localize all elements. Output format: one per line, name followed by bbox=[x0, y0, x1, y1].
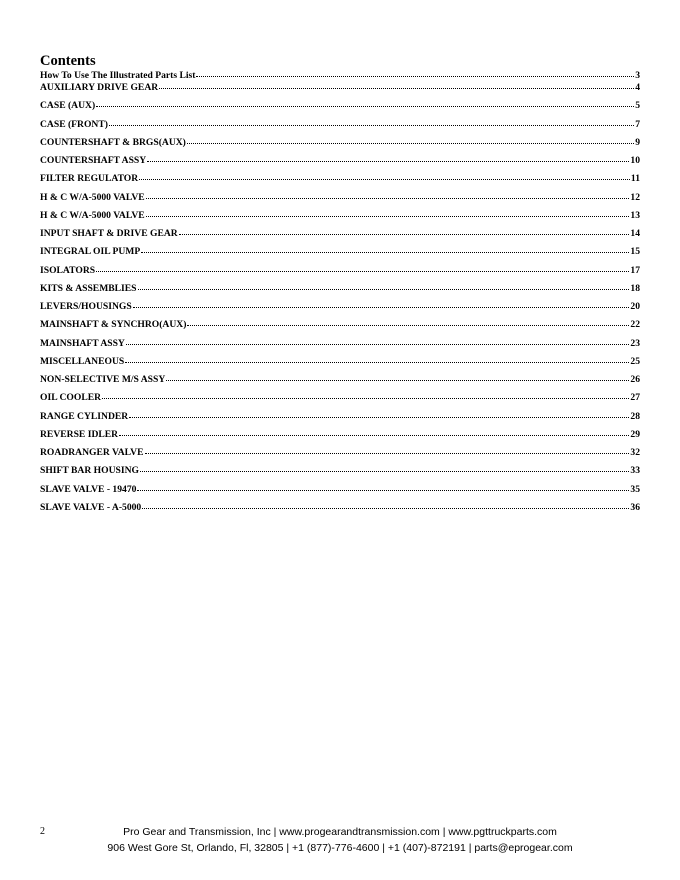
toc-entry[interactable] bbox=[40, 429, 640, 447]
toc-dot-leader bbox=[187, 325, 629, 326]
toc-entry[interactable] bbox=[40, 392, 640, 410]
toc-dot-leader bbox=[129, 417, 629, 418]
toc-entry-label: How To Use The Illustrated Parts List bbox=[40, 70, 196, 81]
toc-entry-label: SLAVE VALVE - 19470 bbox=[40, 483, 137, 495]
toc-entry-label: MAINSHAFT & SYNCHRO(AUX) bbox=[40, 319, 187, 331]
toc-entry-page: 3 bbox=[635, 70, 640, 81]
toc-entry[interactable] bbox=[40, 374, 640, 392]
toc-entry-page: 12 bbox=[630, 191, 640, 203]
toc-entry-page: 9 bbox=[635, 136, 640, 148]
toc-entry-label: COUNTERSHAFT & BRGS(AUX) bbox=[40, 136, 186, 148]
toc-entry[interactable] bbox=[40, 447, 640, 465]
toc-entry[interactable] bbox=[40, 210, 640, 228]
footer-address-line: 906 West Gore St, Orlando, Fl, 32805 | +1 (877)-776-4600 | +1 (407)-872191 | parts@eprogear.com bbox=[107, 842, 573, 854]
toc-dot-leader bbox=[196, 76, 634, 77]
toc-entry[interactable] bbox=[40, 411, 640, 429]
toc-entry[interactable] bbox=[40, 192, 640, 210]
toc-entry-label: INTEGRAL OIL PUMP bbox=[40, 246, 141, 258]
toc-entry[interactable] bbox=[40, 484, 640, 502]
toc-entry-label: COUNTERSHAFT ASSY bbox=[40, 155, 147, 166]
toc-entry[interactable] bbox=[40, 155, 640, 173]
toc-entry-page: 11 bbox=[630, 173, 640, 185]
toc-entry-page: 14 bbox=[630, 228, 640, 239]
toc-dot-leader bbox=[137, 490, 629, 491]
toc-entry-label: H & C W/A-5000 VALVE bbox=[40, 191, 145, 203]
toc-entry[interactable] bbox=[40, 100, 640, 118]
toc-dot-leader bbox=[146, 198, 630, 199]
toc-entry-page: 15 bbox=[630, 246, 640, 258]
toc-dot-leader bbox=[147, 161, 629, 162]
toc-entry-label: RANGE CYLINDER bbox=[40, 410, 129, 422]
toc-dot-leader bbox=[187, 143, 634, 144]
toc-entry-label: REVERSE IDLER bbox=[40, 428, 119, 440]
toc-dot-leader bbox=[159, 88, 634, 89]
toc-entry-page: 18 bbox=[630, 282, 640, 294]
toc-dot-leader bbox=[166, 380, 629, 381]
toc-dot-leader bbox=[140, 471, 629, 472]
toc-entry-label: OIL COOLER bbox=[40, 392, 102, 404]
toc-dot-leader bbox=[179, 234, 630, 235]
toc-entry-page: 23 bbox=[630, 337, 640, 349]
toc-entry[interactable] bbox=[40, 82, 640, 100]
toc-entry-label: SHIFT BAR HOUSING bbox=[40, 465, 139, 477]
toc-entry[interactable] bbox=[40, 465, 640, 483]
toc-dot-leader bbox=[146, 216, 630, 217]
toc-dot-leader bbox=[96, 271, 629, 272]
toc-dot-leader bbox=[125, 362, 629, 363]
toc-entry-page: 36 bbox=[630, 501, 640, 513]
toc-entry-page: 20 bbox=[630, 301, 640, 312]
toc-entry-page: 33 bbox=[630, 465, 640, 477]
toc-dot-leader bbox=[142, 508, 629, 509]
toc-entry-page: 5 bbox=[635, 100, 640, 112]
toc-entry-page: 27 bbox=[630, 392, 640, 404]
toc-entry-label: INPUT SHAFT & DRIVE GEAR bbox=[40, 228, 178, 239]
toc-dot-leader bbox=[102, 398, 629, 399]
toc-entry[interactable] bbox=[40, 502, 640, 520]
toc-entry[interactable] bbox=[40, 70, 640, 82]
toc-dot-leader bbox=[145, 453, 630, 454]
toc-entry-label: LEVERS/HOUSINGS bbox=[40, 301, 132, 312]
toc-entry-page: 7 bbox=[635, 118, 640, 130]
toc-entry-page: 35 bbox=[630, 483, 640, 495]
contents-heading: Contents bbox=[40, 53, 96, 69]
toc-dot-leader bbox=[119, 435, 629, 436]
toc-entry[interactable] bbox=[40, 356, 640, 374]
toc-entry-label: NON-SELECTIVE M/S ASSY bbox=[40, 374, 166, 385]
toc-entry-page: 4 bbox=[635, 82, 640, 93]
toc-entry-page: 17 bbox=[630, 264, 640, 276]
toc-entry-page: 29 bbox=[630, 428, 640, 440]
toc-entry-page: 28 bbox=[630, 410, 640, 422]
toc-dot-leader bbox=[138, 289, 630, 290]
toc-dot-leader bbox=[133, 307, 630, 308]
toc-entry-label: CASE (AUX) bbox=[40, 100, 96, 112]
toc-entry-label: SLAVE VALVE - A-5000 bbox=[40, 501, 142, 513]
toc-dot-leader bbox=[96, 106, 634, 107]
toc-entry-page: 10 bbox=[630, 155, 640, 166]
toc-entry-page: 13 bbox=[630, 209, 640, 221]
toc-entry-page: 25 bbox=[630, 355, 640, 367]
toc-entry-page: 26 bbox=[630, 374, 640, 385]
toc-entry-page: 22 bbox=[630, 319, 640, 331]
toc-entry[interactable] bbox=[40, 173, 640, 191]
toc-entry[interactable] bbox=[40, 265, 640, 283]
footer-company-line: Pro Gear and Transmission, Inc | www.progearandtransmission.com | www.pgttruckparts.com bbox=[123, 826, 557, 838]
toc-entry-label: MISCELLANEOUS bbox=[40, 355, 125, 367]
toc-dot-leader bbox=[126, 344, 630, 345]
toc-entry-label: ROADRANGER VALVE bbox=[40, 447, 144, 458]
page-number: 2 bbox=[40, 826, 45, 837]
toc-entry[interactable] bbox=[40, 246, 640, 264]
toc-entry-label: KITS & ASSEMBLIES bbox=[40, 282, 137, 294]
toc-dot-leader bbox=[141, 252, 629, 253]
toc-entry[interactable] bbox=[40, 119, 640, 137]
toc-dot-leader bbox=[109, 125, 634, 126]
toc-entry[interactable] bbox=[40, 137, 640, 155]
toc-entry-label: ISOLATORS bbox=[40, 264, 96, 276]
toc-entry-label: FILTER REGULATOR bbox=[40, 173, 139, 185]
toc-entry[interactable] bbox=[40, 319, 640, 337]
table-of-contents bbox=[40, 70, 640, 520]
toc-entry[interactable] bbox=[40, 338, 640, 356]
toc-entry[interactable] bbox=[40, 301, 640, 319]
toc-entry-label: MAINSHAFT ASSY bbox=[40, 337, 125, 349]
toc-entry-page: 32 bbox=[630, 447, 640, 458]
toc-entry-label: AUXILIARY DRIVE GEAR bbox=[40, 82, 159, 93]
toc-entry-label: CASE (FRONT) bbox=[40, 118, 108, 130]
toc-entry[interactable] bbox=[40, 283, 640, 301]
toc-entry[interactable] bbox=[40, 228, 640, 246]
toc-dot-leader bbox=[139, 179, 630, 180]
toc-entry-label: H & C W/A-5000 VALVE bbox=[40, 209, 145, 221]
